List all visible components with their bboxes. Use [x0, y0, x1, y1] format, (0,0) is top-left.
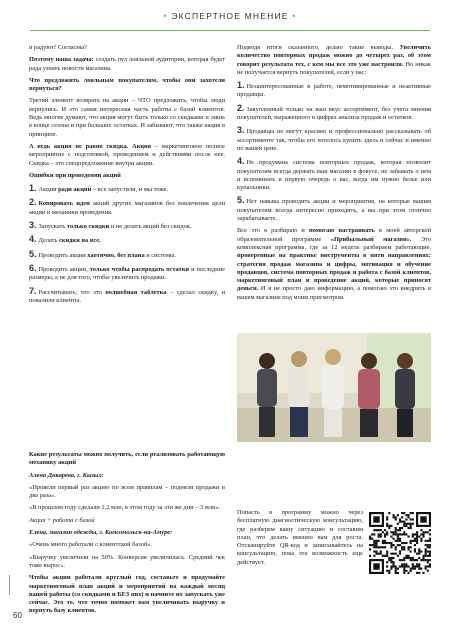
testimonial-note: Акция + работа с базой: [29, 516, 95, 524]
testimonial-quote: «Провели первый раз акцию по всем правилам – подняли продажи в два раза».: [29, 483, 225, 500]
problem-item: 1. Незаинтересованные в работе, немотивированные и неактивные продавцы.: [237, 80, 431, 99]
problem-item: 2. Закупленный только на ваш вкус ассортимент, без учета мнения покупателей, выраженного в цифрах анализа продаж и остатков.: [237, 102, 431, 122]
page-header: [0, 0, 460, 36]
testimonial-quote: «Очень много работали с клиентской базой».: [29, 541, 153, 549]
testimonial-quote: «Выручку увеличили на 50%. Конверсия увеличилась. Средний чек тоже вырос».: [29, 553, 225, 569]
qr-code-icon[interactable]: [369, 512, 431, 574]
errors-list: [29, 184, 225, 305]
qr-code[interactable]: [369, 512, 431, 574]
error-item: 3. Запускать только скидки и не делать акций без скидок.: [29, 220, 192, 231]
problem-item: 5. Нет навыка проводить акции и мероприятия, на которые вашим покупателям всегда интересно приходить, а вы при этом отлично зарабатываете.: [237, 195, 431, 223]
consultation-block: [237, 509, 363, 571]
call-to-action: Чтобы акции работали круглый год, составьте и продумайте маркетинговый план акций и мероприятий на каждый месяц вашей работы (со скидками и БЕЗ них) и начните их запускать уже сейчас. Это то, что точно поможет вам увеличивать выручку и вернуть базу клиентов.: [29, 574, 225, 615]
left-column: [29, 44, 225, 309]
section-title: • ЭКСПЕРТНОЕ МНЕНИЕ •: [163, 11, 297, 21]
problem-item: 4. Не продумана система повторных продаж, которая позволит покупателям всегда держать ваш магазин в фокусе, не забывать о нем и вспоминать в первую очередь о вас, когда им нужно белье или купальники.: [237, 156, 431, 192]
bullet-icon: •: [292, 11, 297, 21]
paragraph: Поэтому наша задача: создать пул лояльной аудитории, которая будет рада узнать новости магазина.: [29, 56, 225, 72]
problem-item: 3. Продавцы не могут красиво и профессионально рассказывать об ассортименте так, чтобы его хотелось купить здесь и сейчас и именно по вашей цене.: [237, 125, 431, 152]
photo-illustration: [237, 333, 431, 442]
error-item: 1. Акции ради акций – все запустили, и мы тоже.: [29, 183, 169, 194]
error-item: 4. Делать скидки на все.: [29, 234, 101, 245]
page-number: 60: [13, 611, 22, 620]
group-photo: [237, 333, 431, 442]
error-item: 5. Проводить акции хаотично, без плана и системы.: [29, 248, 176, 259]
testimonial-quote: «В прошлом году сделали 1,2 млн, в этом году за эти же дни – 3 млн».: [29, 504, 221, 512]
paragraph: Подводя итоги сказанного, делаю такие выводы. Увеличить количество повторных продаж можно до четырех раз, об этом говорит результата тех, с кем мы все это уже настроили. Но никак не получается вернуть покупателей, если у вас:: [237, 44, 431, 76]
error-item: 2. Копировать идеи акций других магазинов без вовлечения цели акции и механики проведения.: [29, 197, 225, 216]
header-divider: [30, 30, 430, 31]
right-column: [237, 44, 431, 306]
paragraph: и радуют! Согласны?: [29, 44, 87, 51]
margin-divider: [9, 575, 10, 595]
bullet-icon: •: [163, 11, 168, 21]
paragraph: А ведь акция не равно скидка. Акция – маркетинговое полное мероприятие с подготовкой, проведением и действиями после нее. Скидка – это спецпредложение внутри акции.: [29, 142, 225, 167]
problems-list: [237, 81, 431, 223]
results-heading: Какие результаты можно получить, если реализовать работающую механику акций: [29, 451, 225, 467]
subheading: Что предложить лояльным покупателям, чтобы они захотели вернуться?: [29, 76, 225, 93]
testimonials-block: [29, 451, 225, 620]
paragraph: Третий элемент возврата на акции – ЧТО предложить, чтобы люди вернулись. И это самая интересная часть работы с базой клиентов. Ведь многие думают, что акция могут быть только со скидками и лишь в конце сезона и при больших остатках. И забывают, что также акция в принципе.: [29, 97, 225, 138]
paragraph: Все это я разбираю и помогаю настраивать в моей авторской образовательной программе «Прибыльный магазин». Это комплексная программа, где за 12 недель разбираем работающие, проверенные на практике инструменты в пяти направлениях: стратегия продаж магазина и цифры, мотивация и обучение продавцов, система повторных продаж и работа с базой клиентов, маркетинговый план и проведение акций, которые приносят деньги. И я не просто даю информацию, а помогаю это внедрить в вашем магазине под моим присмотром.: [237, 227, 431, 301]
error-item: 6. Проводить акции, только чтобы распродать остатки и последние размеры, а не для того, чтобы увеличить продажи.: [29, 262, 225, 282]
testimonial-author: Алена Дикарева, г. Кызыл:: [29, 471, 104, 479]
error-item: 7. Рассчитывать, что это волшебная таблетка – сделал скидку, и повалили клиенты.: [29, 285, 226, 304]
errors-heading: Ошибки при проведении акций: [29, 171, 121, 179]
testimonial-author: Елена, магазин одежды, г. Комсомольск-на-Амуре:: [29, 529, 173, 537]
consultation-text: Попасть в программу можно через бесплатную диагностическую консультацию, где разберем вашу ситуацию и составим план, что делать именно вам для роста. Отсканируйте QR-код и записывайтесь на консультацию, пока эта возможность еще действует.: [237, 509, 363, 566]
